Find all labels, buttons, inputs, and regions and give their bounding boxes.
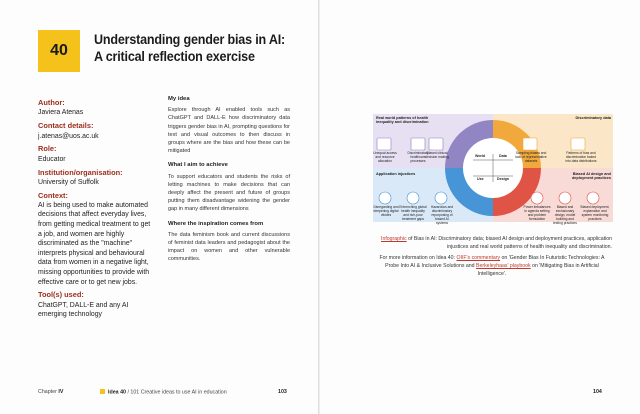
br-item-2: Biased and exclusionary design, model building and testing practices: [553, 205, 577, 225]
footer-idea: [100, 389, 227, 396]
institution-label: Institution/organisation:: [38, 167, 123, 177]
footer-idea-rest: / 101 Creative ideas to use AI in education: [127, 389, 227, 396]
bl-item-2: Entrenching global health inequality and rich-poor treatment gaps: [399, 205, 427, 221]
tl-item-2: Discriminatory healthcare processes: [407, 151, 429, 163]
author-label: Author:: [38, 98, 65, 108]
caption-text-3: on 'Gender Bias In Futuristic Technologies: A Probe Into AI & Inclusive Solutions and: [385, 255, 605, 270]
quadrant-tr-title: Discriminatory data: [575, 116, 611, 120]
center-world-label: World: [475, 154, 486, 158]
footer-idea-label: Idea 40: [108, 389, 126, 396]
yellow-square-icon: [100, 389, 105, 394]
book-spine: [318, 0, 320, 414]
contact-value[interactable]: j.atenas@uos.ac.uk: [38, 132, 99, 140]
tl-item-1: Unequal access and resource allocation: [373, 151, 397, 163]
idea-description-column: [168, 95, 290, 270]
idea-number-badge: 40: [38, 30, 80, 72]
infographic-caption: [362, 235, 612, 251]
aim-text: To support educators and students the risks of letting machines to make decisions that can deeply affect the present and future of groups putting them disadvantage widening the gender gap in many different dimensions: [168, 173, 290, 213]
caption-text-2: For more information on Idea 40:: [379, 255, 457, 261]
bias-in-ai-infographic: [373, 114, 613, 225]
tools-label: Tool(s) used:: [38, 290, 84, 300]
caption-text-4: on 'Mitigating Bias in Artificial Intelligence'.: [477, 263, 599, 278]
inspiration-text: The data feminism book and current discussions of feminist data leaders and pedagogist about the impact on women and other vulnerable communities.: [168, 231, 290, 263]
role-label: Role:: [38, 144, 57, 154]
page-title: Understanding gender bias in AI: A critical reflection exercise: [94, 32, 285, 64]
my-idea-heading: My idea: [168, 96, 190, 102]
bl-item-3: Hazardous and discriminatory repurposing of biased AI systems: [430, 205, 454, 225]
berkeleyhaas-playbook-link[interactable]: Berkeleyhaas' playbook: [476, 263, 531, 270]
right-page-number: 104: [593, 389, 602, 395]
author-value: Javiera Atenas: [38, 109, 84, 117]
context-value: AI is being used to make automated decisions that affect everyday lives, from getting medical treatment to get a job, and women are highly discriminated as the "machine" interprets physical and behavioural data from women in a negative light, missing opportunities to provide with effective care or to get new jobs.: [38, 201, 151, 286]
context-label: Context:: [38, 190, 68, 200]
tr-item-2: Patterns of bias and discrimination baked into data distributions: [565, 151, 597, 163]
footer-chapter: [38, 389, 63, 395]
more-info-paragraph: [372, 254, 612, 279]
left-page-number: 103: [278, 389, 287, 395]
bl-item-1: Disregarding and deepening digital divides: [373, 205, 399, 217]
chapter-label: Chapter: [38, 389, 57, 395]
center-use-label: Use: [477, 177, 484, 181]
tools-value: ChatGPT, DALL-E and any AI emerging technology: [38, 301, 129, 319]
br-item-3: Biased deployment, explanation and system monitoring practices: [580, 205, 610, 221]
quadrant-tl-title: Real world patterns of health inequality and discrimination: [376, 116, 429, 125]
institution-value: University of Suffolk: [38, 178, 99, 186]
infographic-link[interactable]: Infographic: [381, 236, 407, 242]
center-data-label: Data: [499, 154, 507, 158]
chapter-number: IV: [58, 389, 64, 395]
role-value: Educator: [38, 155, 66, 163]
aim-heading: What I aim to achieve: [168, 162, 228, 169]
tr-item-1: Sampling biases and lack of representative datasets: [515, 151, 547, 163]
quadrant-br-title: Biased AI design and deployment practices: [571, 172, 611, 181]
caption-text-1: of Bias in AI: Discriminatory data; biased AI design and deployment practices, application injustices and real world patterns of health inequality and discrimination.: [406, 236, 612, 251]
author-info-column: [38, 95, 154, 320]
oiif-commentary-link[interactable]: OIIF's commentary: [456, 255, 501, 261]
my-idea-text: Explore through AI enabled tools such as ChatGPT and DALL-E how discriminatory data triggers gender bias in AI, prompting questions for text and visual outcomes to then discuss in groups where are the bias and how these can be mitigated: [168, 107, 290, 155]
center-design-label: Design: [497, 177, 509, 181]
inspiration-heading: Where the inspiration comes from: [168, 220, 264, 227]
tl-item-3: Biased clinical decision making: [425, 151, 449, 159]
br-item-1: Power imbalances in agenda setting and problem formulation: [523, 205, 551, 221]
contact-label: Contact details:: [38, 121, 94, 131]
quadrant-bl-title: Application injustices: [376, 172, 416, 176]
